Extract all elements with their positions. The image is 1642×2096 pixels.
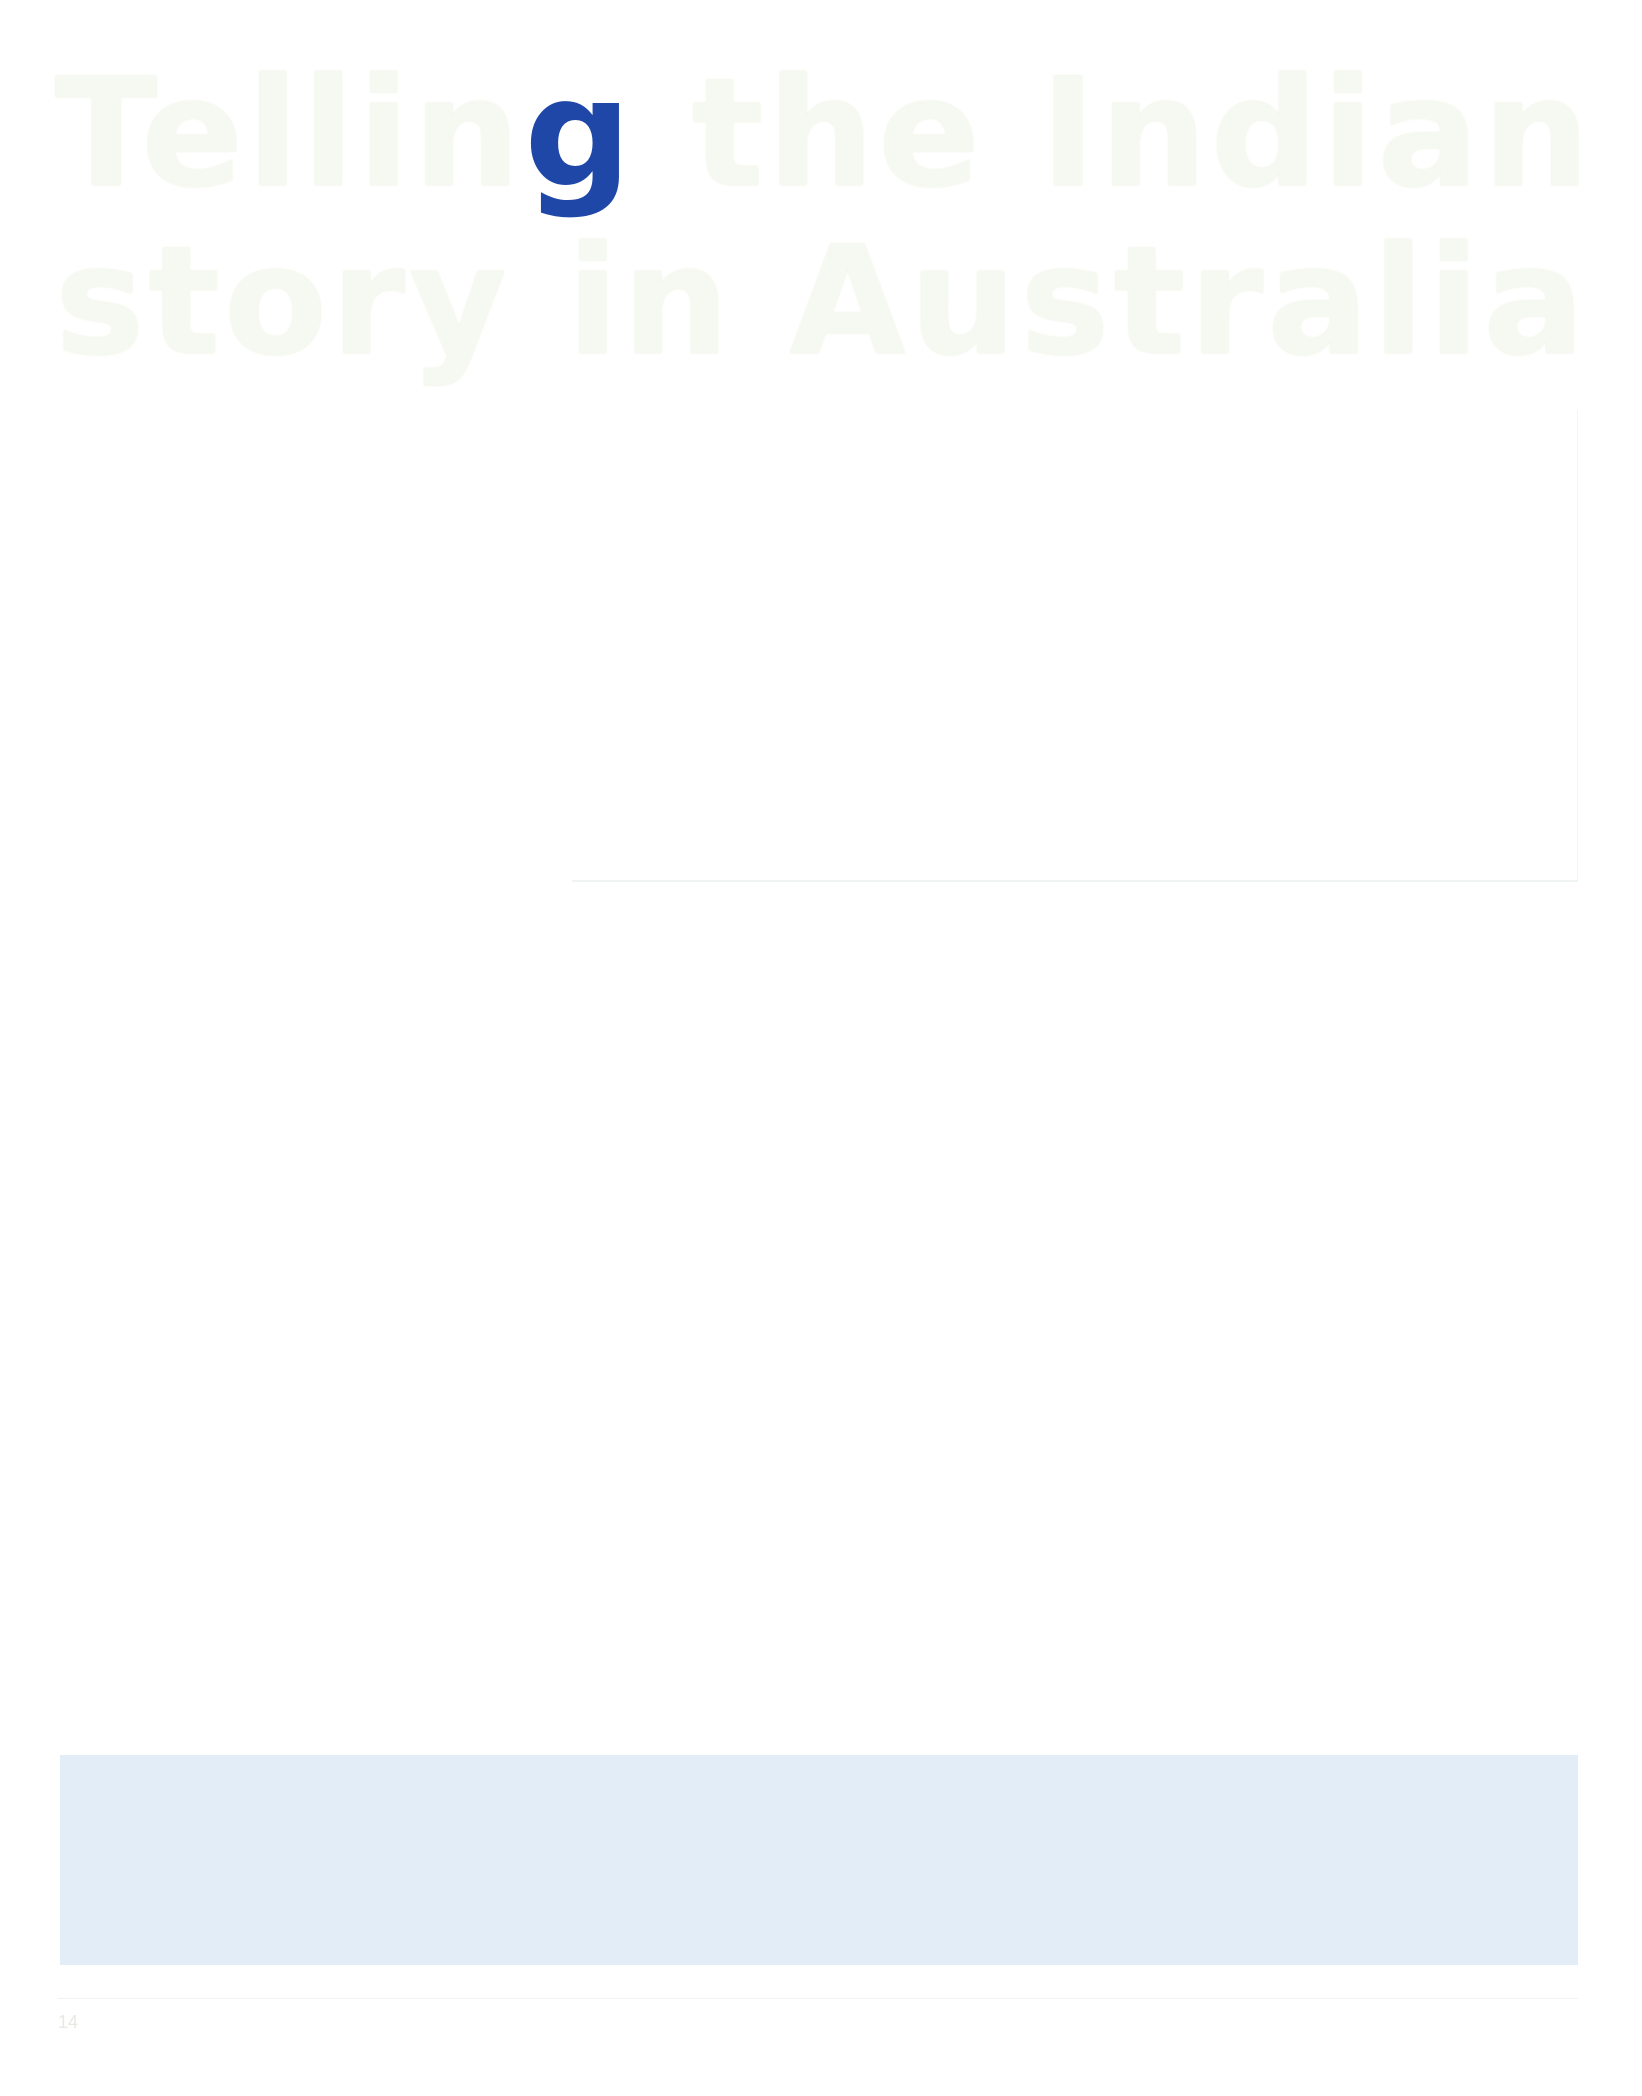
title-part-2: the Indian story in Australia (55, 47, 1594, 389)
info-box (60, 1755, 1578, 1965)
article-photo (572, 410, 1578, 882)
footer-divider (58, 1998, 1578, 1999)
title-highlight-letter: g (524, 47, 636, 221)
info-box-list (60, 1755, 1578, 1811)
page-number: 14 (58, 2012, 79, 2032)
title-part-1: Tellin (55, 47, 525, 221)
article-title (55, 47, 1595, 389)
